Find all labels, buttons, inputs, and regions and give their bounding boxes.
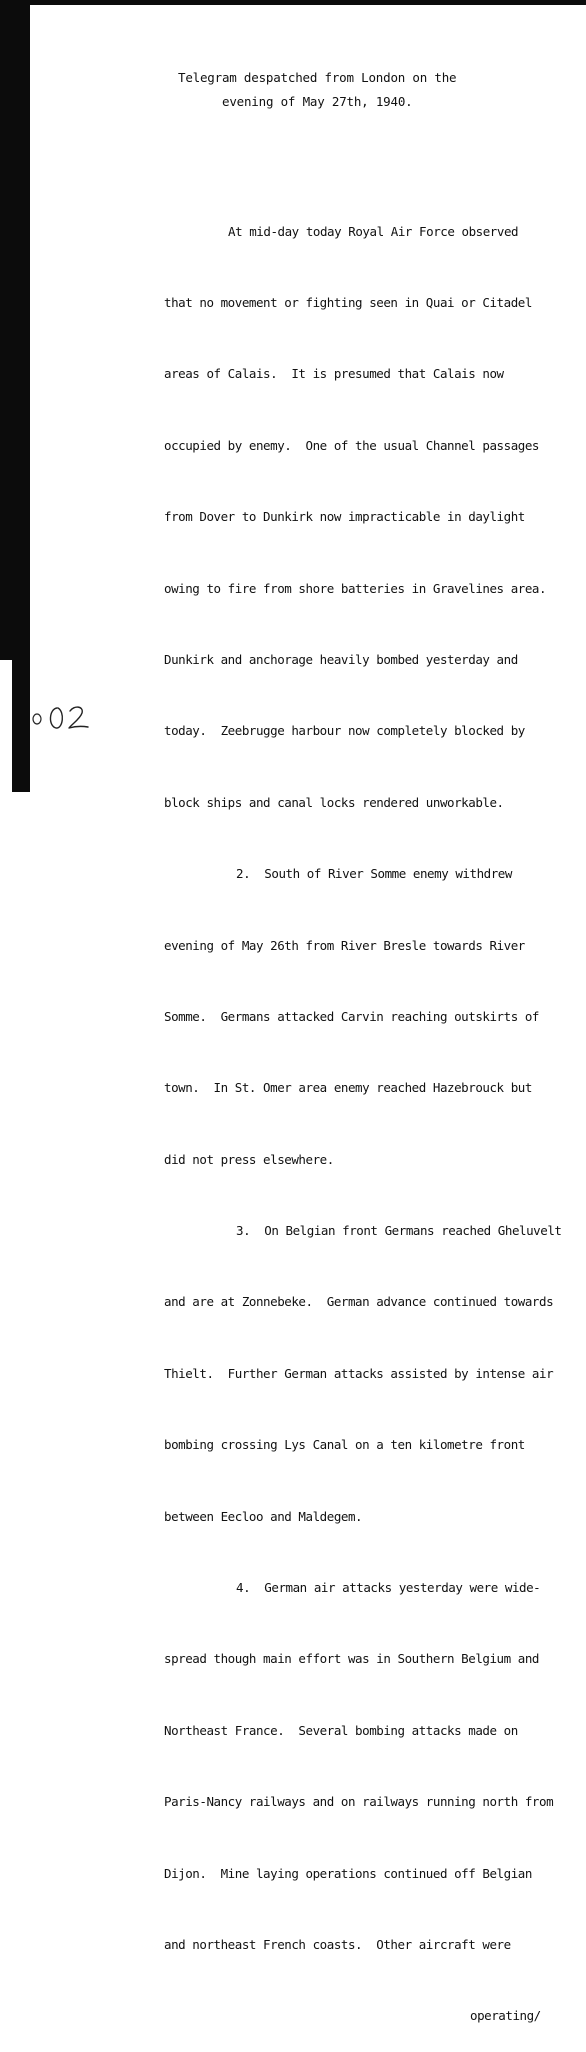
body-line: spread though main effort was in Southern Belgium and — [164, 1651, 540, 1667]
paragraph-4-start: 4. German air attacks yesterday were wide- — [236, 1580, 541, 1596]
body-line: from Dover to Dunkirk now impracticable in daylight — [164, 509, 525, 525]
body-line: and northeast French coasts. Other aircraft were — [164, 1936, 511, 1952]
scan-edge-notch — [0, 660, 12, 792]
body-line: Dijon. Mine laying operations continued off Belgian — [164, 1865, 532, 1881]
body-line: At mid-day today Royal Air Force observed — [228, 223, 519, 239]
body-line: bombing crossing Lys Canal on a ten kilometre front — [164, 1437, 525, 1453]
body-line: occupied by enemy. One of the usual Channel passages — [164, 437, 540, 453]
heading-line-2: evening of May 27th, 1940. — [222, 94, 413, 109]
body-line: Northeast France. Several bombing attacks made on — [164, 1722, 518, 1738]
telegram-body — [164, 172, 584, 2052]
body-line: town. In St. Omer area enemy reached Hazebrouck but — [164, 1080, 532, 1096]
body-line: did not press elsewhere. — [164, 1151, 334, 1167]
body-line: owing to fire from shore batteries in Gravelines area. — [164, 580, 547, 596]
paragraph-2-start: 2. South of River Somme enemy withdrew — [236, 866, 512, 882]
catchword: operating/ — [470, 2008, 541, 2024]
body-line: evening of May 26th from River Bresle towards River — [164, 937, 525, 953]
body-line: block ships and canal locks rendered unworkable. — [164, 794, 504, 810]
body-line: today. Zeebrugge harbour now completely blocked by — [164, 723, 525, 739]
body-line: between Eecloo and Maldegem. — [164, 1508, 363, 1524]
telegram-heading — [0, 66, 586, 114]
body-line: and are at Zonnebeke. German advance continued towards — [164, 1294, 554, 1310]
heading-line-1: Telegram despatched from London on the — [178, 70, 457, 85]
body-line: areas of Calais. It is presumed that Calais now — [164, 366, 504, 382]
body-line: Somme. Germans attacked Carvin reaching outskirts of — [164, 1008, 540, 1024]
handwritten-page-number — [30, 698, 130, 738]
paragraph-3-start: 3. On Belgian front Germans reached Gheluvelt — [236, 1223, 562, 1239]
body-line: Thielt. Further German attacks assisted by intense air — [164, 1365, 554, 1381]
scan-edge-top — [0, 0, 586, 5]
body-line: that no movement or fighting seen in Quai or Citadel — [164, 294, 532, 310]
body-line: Paris-Nancy railways and on railways running north from — [164, 1794, 554, 1810]
body-line: Dunkirk and anchorage heavily bombed yesterday and — [164, 651, 518, 667]
